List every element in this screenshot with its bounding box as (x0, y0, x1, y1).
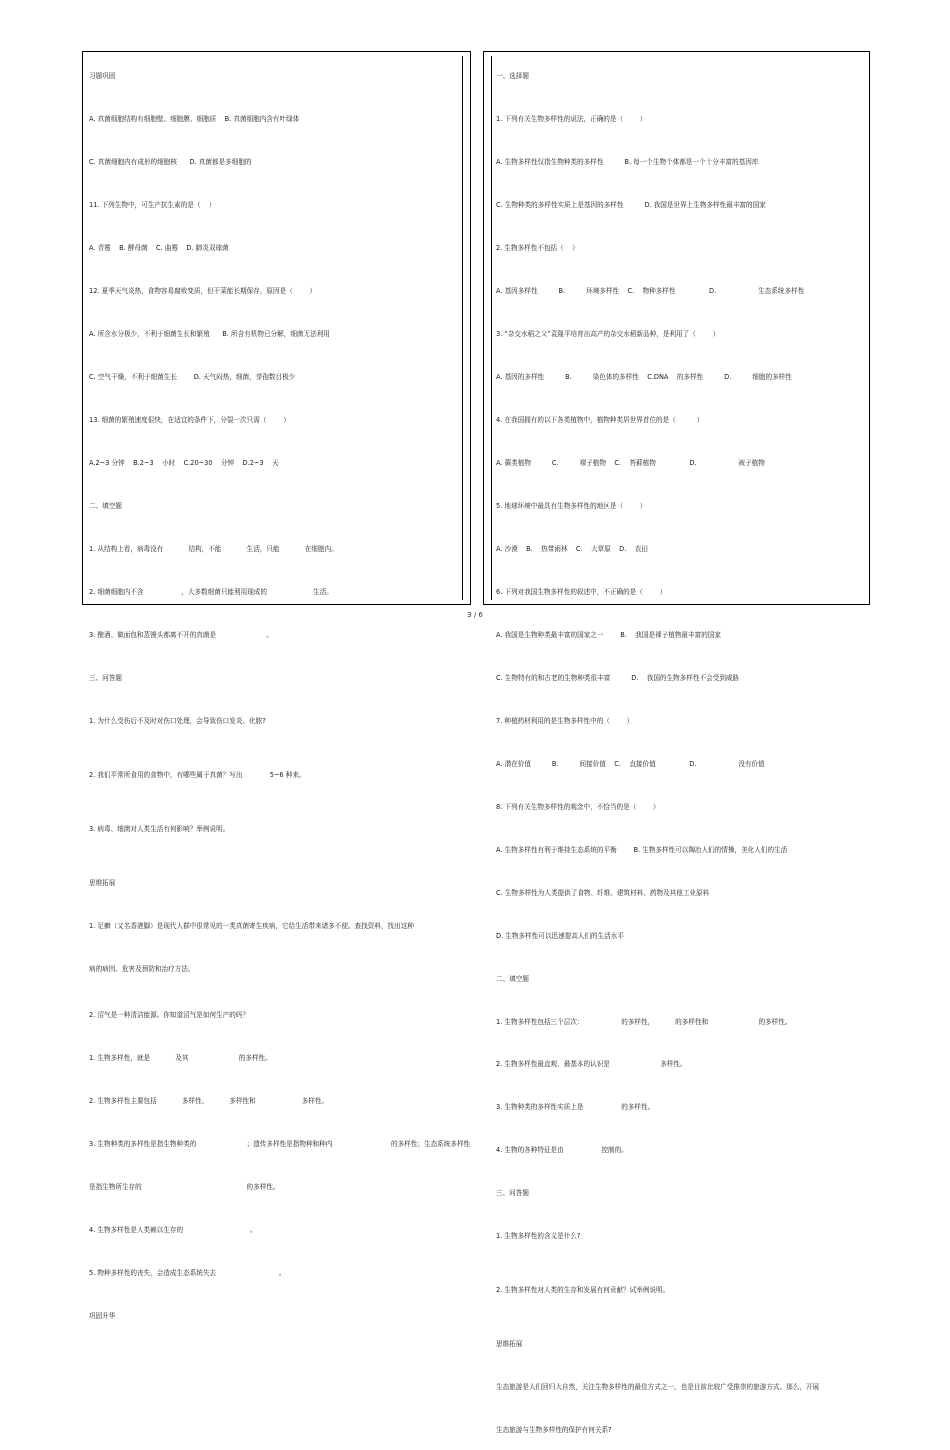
question-line: 4. 在我国拥有的以下各类植物中，植物种类居世界首位的是（ ） (496, 415, 704, 424)
question-line: 生态旅游是人们回归大自然，关注生物多样性的最佳方式之一，也是目前比较广受推崇的旅游方式。那么，开展 (496, 1383, 820, 1392)
section-heading: 思维拓展 (496, 1340, 523, 1349)
fill-blank-line: 3. 酿酒、做面包和蒸馒头都离不开的真菌是 。 (89, 630, 273, 639)
option-line: C. 生物特有的和古老的生物种类很丰富 D. 我国的生物多样性不会受到威胁 (496, 673, 740, 682)
option-line: A. 潜在价值 B. 间接价值 C. 直接价值 D. 没有价值 (496, 759, 765, 768)
fill-blank-line: 4. 生物的各种特征是由 控制的。 (496, 1146, 628, 1155)
section-heading: 习题巩固 (89, 72, 116, 81)
section-heading: 二、填空题 (496, 974, 529, 983)
question-line: 2. 生物多样性不包括（ ） (496, 244, 579, 253)
page-number: 3 / 6 (467, 611, 483, 619)
question-line: 2. 沼气是一种清洁能源。你知道沼气是如何生产的吗？ (89, 1010, 250, 1019)
left-column-inner-rule (462, 56, 463, 600)
option-line: A. 我国是生物种类最丰富的国家之一 B. 我国是裸子植物最丰富的国家 (496, 630, 721, 639)
question-line: 2. 生物多样性对人类的生存和发展有何贡献？试举例说明。 (496, 1286, 670, 1295)
fill-blank-line: 2. 生物多样性最直观、最基本的认识是 多样性。 (496, 1060, 687, 1069)
option-line: C. 空气干燥，不利于细菌生长 D. 天气闷热，细菌，芽孢数目极少 (89, 372, 296, 381)
question-line: 3. “杂交水稻之父”袁隆平培育出高产的杂交水稻新品种，是利用了（ ） (496, 330, 720, 338)
question-line: 2. 我们平常所食用的食物中，有哪些属于真菌？写出 5~6 种来。 (89, 770, 306, 779)
fill-blank-line: 1. 从结构上看，病毒没有 结构，不能 生活，只能 在细胞内。 (89, 544, 338, 553)
option-line: A. 基因的多样性 B. 染色体的多样性 C.DNA 的多样性 D. 细胞的多样性 (496, 372, 792, 381)
option-line: A. 真菌细胞结构有细胞壁、细胞膜、细胞质 B. 真菌细胞内含有叶绿体 (89, 115, 300, 124)
question-line: 病的病因、危害及预防和治疗方法。 (89, 964, 195, 973)
fill-blank-line: 是指生物所生存的 的多样性。 (89, 1182, 280, 1191)
question-line: 生态旅游与生物多样性的保护有何关系? (496, 1426, 612, 1435)
option-line: A. 蕨类植物 C. 裸子植物 C. 苔藓植物 D. 被子植物 (496, 458, 765, 467)
question-line: 3. 病毒、细菌对人类生活有何影响？举例说明。 (89, 824, 230, 833)
section-heading: 思维拓展 (89, 878, 116, 887)
question-line: 6. 下列对我国生物多样性的叙述中，不正确的是（ ） (496, 587, 667, 596)
fill-blank-line: 1. 生物多样性，就是 及其 的多样性。 (89, 1053, 272, 1062)
question-line: 11. 下列生物中，可生产抗生素的是（ ） (89, 201, 216, 210)
question-line: 5. 地球环境中最具有生物多样性的地区是（ ） (496, 501, 647, 510)
question-line: 13. 细菌的繁殖速度很快，在适宜的条件下，分裂一次只需（ ） (89, 415, 290, 424)
question-line: 7. 种植药材利用的是生物多样性中的（ ） (496, 716, 634, 725)
fill-blank-line: 3. 生物种类的多样性是指生物种类的 ；遗传多样性是指物种和种内 的多样性；生态系统多样性 (89, 1139, 471, 1148)
fill-blank-line: 4. 生物多样性是人类赖以生存的 。 (89, 1225, 257, 1234)
fill-blank-line: 1. 生物多样性包括三个层次： 的多样性， 的多样性和 的多样性。 (496, 1017, 792, 1026)
fill-blank-line: 3. 生物种类的多样性实质上是 的多样性。 (496, 1103, 655, 1112)
option-line: C. 生物种类的多样性实质上是基因的多样性 D. 我国是世界上生物多样性最丰富的国家 (496, 201, 766, 210)
fill-blank-line: 2. 生物多样性主要包括 多样性、 多样性和 多样性。 (89, 1096, 329, 1105)
option-line: C. 真菌细胞内有成形的细胞核 D. 真菌都是多细胞的 (89, 158, 252, 167)
section-heading: 巩固升华 (89, 1311, 116, 1320)
right-column-inner-rule (491, 56, 492, 600)
section-heading: 二、填空题 (89, 501, 122, 510)
question-line: 12. 夏季天气炎热，食物容易腐败变质，但干菜能长期保存，原因是（ ） (89, 287, 317, 296)
option-line: A. 生物多样性有利于维持生态系统的平衡 B. 生物多样性可以陶冶人们的情操，美化人们的生活 (496, 845, 788, 854)
fill-blank-line: 5. 物种多样性的丧失，会造成生态系统失去 。 (89, 1268, 286, 1277)
question-line: 1. 为什么受伤后不及时对伤口处理，会导致伤口发炎、化脓? (89, 716, 266, 725)
option-line: A. 基因多样性 B. 环境多样性 C. 物种多样性 D. 生态系统多样性 (496, 287, 805, 296)
section-heading: 三、问答题 (496, 1189, 529, 1198)
question-line: 1. 足癣（又名香港脚）是现代人群中很常见的一类真菌寄生疾病，它给生活带来诸多不便。查找资料，找出这种 (89, 921, 414, 930)
option-line: A. 生物多样性仅指生物种类的多样性 B. 每一个生物个体都是一个十分丰富的基因库 (496, 158, 759, 167)
option-line: A.2~3 分钟 B.2~3 小时 C.20~30 分钟 D.2~3 天 (89, 458, 279, 467)
left-column-text (89, 58, 471, 1335)
question-line: 8. 下列有关生物多样性的观念中，不恰当的是（ ） (496, 802, 660, 811)
section-heading: 一、选择题 (496, 72, 529, 81)
section-heading: 三、问答题 (89, 673, 122, 682)
option-line: D. 生物多样性可以迅速提高人们的生活水平 (496, 931, 624, 940)
option-line: A. 沙漠 B. 热带雨林 C. 大草原 D. 农田 (496, 544, 648, 553)
question-line: 1. 下列有关生物多样性的说法，正确的是（ ） (496, 115, 647, 124)
right-column-text (496, 58, 866, 1450)
option-line: A. 所含水分极少，不利于细菌生长和繁殖 B. 所含有机物已分解，细菌无法利用 (89, 330, 330, 338)
option-line: A. 青霉 B. 酵母菌 C. 曲霉 D. 肺炎双球菌 (89, 244, 229, 253)
fill-blank-line: 2. 细菌细胞内不含 ，大多数细菌只能利用现成的 生活。 (89, 587, 333, 596)
option-line: C. 生物多样性为人类提供了食物、纤维、建筑材料、药物及其他工业原料 (496, 888, 710, 897)
question-line: 1. 生物多样性的含义是什么? (496, 1232, 581, 1241)
